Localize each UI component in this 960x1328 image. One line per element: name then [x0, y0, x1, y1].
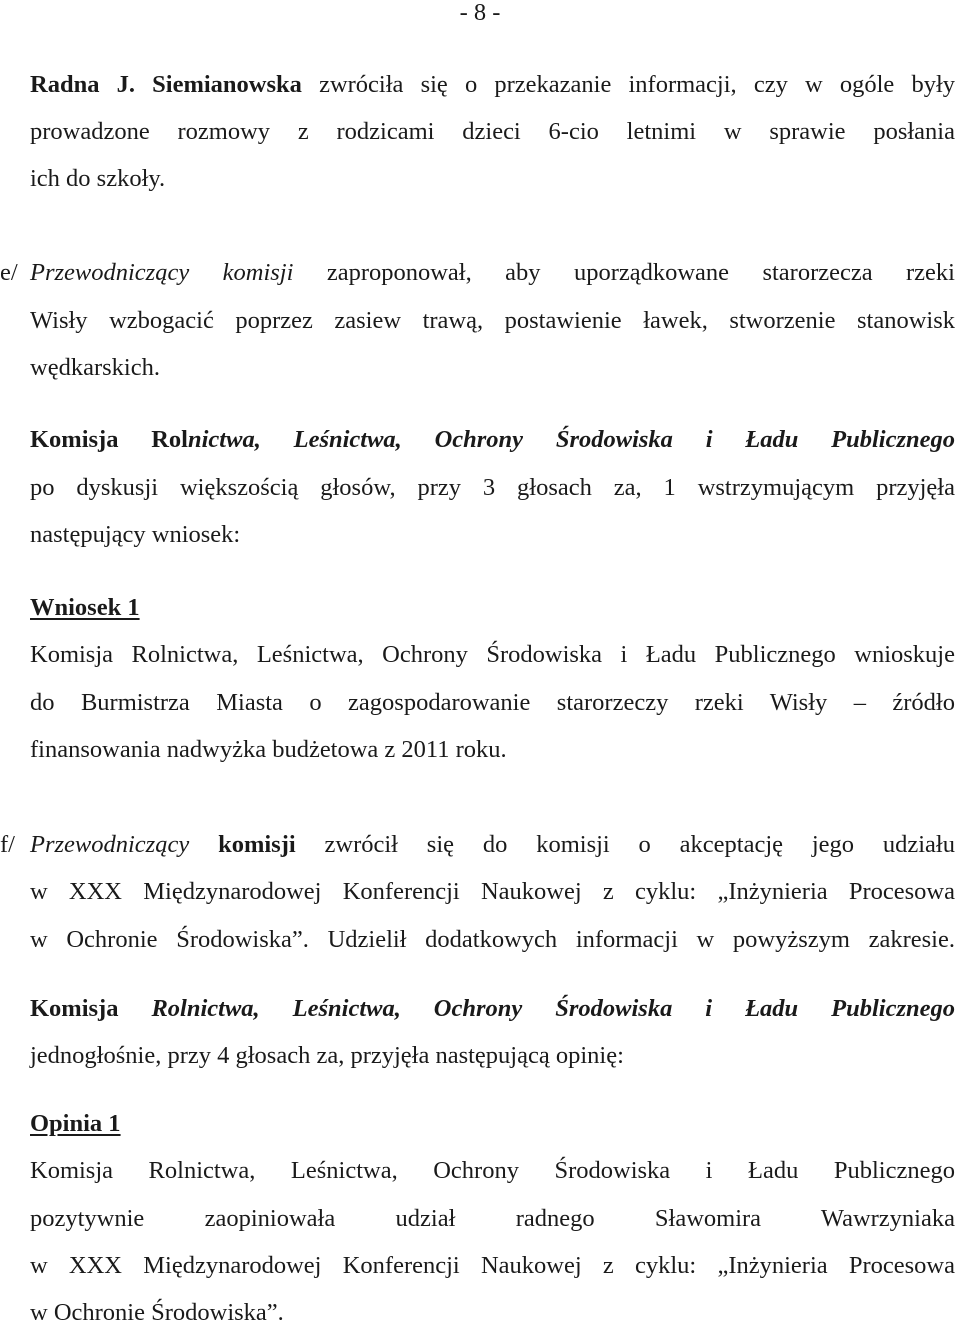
- p2-text: zaproponował, aby uporządkowane starorzecza rzeki: [326, 259, 955, 286]
- p2-prefix: e/: [0, 259, 18, 286]
- p1-line-1: [30, 70, 955, 100]
- p1-line-3: ich do szkoły.: [30, 165, 166, 192]
- opinia-line-3: w XXX Międzynarodowej Konferencji Naukowej z cyklu: „Inżynieria Procesowa: [30, 1252, 955, 1279]
- opinia-line-1: Komisja Rolnictwa, Leśnictwa, Ochrony Środowiska i Ładu Publicznego: [30, 1157, 955, 1184]
- chairman-label: Przewodniczący komisji: [30, 259, 294, 286]
- wniosek-line-3: finansowania nadwyżka budżetowa z 2011 roku.: [30, 736, 507, 763]
- komisji-bold: komisji: [218, 831, 296, 858]
- councillor-name: Radna J. Siemianowska: [30, 71, 302, 98]
- opinia-line-4: w Ochronie Środowiska”.: [30, 1299, 284, 1326]
- commission-italic: nictwa, Leśnictwa, Ochrony Środowiska i Ładu Publicznego: [188, 426, 956, 453]
- wniosek-title: Wniosek 1: [30, 594, 140, 621]
- p2-line-3: wędkarskich.: [30, 354, 160, 381]
- p4-prefix: f/: [0, 831, 15, 858]
- opinia-title: Opinia 1: [30, 1110, 121, 1137]
- p3-line-1: [30, 425, 955, 455]
- p3-line-3: następujący wniosek:: [30, 521, 241, 548]
- page-number: - 8 -: [459, 0, 501, 26]
- wniosek-line-2: do Burmistrza Miasta o zagospodarowanie starorzeczy rzeki Wisły – źródło: [30, 689, 955, 716]
- p2-line-2: Wisły wzbogacić poprzez zasiew trawą, postawienie ławek, stworzenie stanowisk: [30, 307, 955, 334]
- opinia-line-2: pozytywnie zaopiniowała udział radnego Sławomira Wawrzyniaka: [30, 1205, 955, 1232]
- p4-line-3: w Ochronie Środowiska”. Udzielił dodatkowych informacji w powyższym zakresie.: [30, 926, 955, 953]
- p5-line-2: jednogłośnie, przy 4 głosach za, przyjęła następującą opinię:: [30, 1042, 624, 1069]
- p4-line-2: w XXX Międzynarodowej Konferencji Naukowej z cyklu: „Inżynieria Procesowa: [30, 878, 955, 905]
- chairman-label: Przewodniczący: [30, 831, 190, 858]
- p5-line-1: [30, 994, 955, 1024]
- p4-line-1: [30, 830, 955, 860]
- commission-bold: Komisja: [30, 995, 119, 1022]
- p4-text: zwrócił się do komisji o akceptację jego udziału: [324, 831, 955, 858]
- commission-italic: Rolnictwa, Leśnictwa, Ochrony Środowiska i Ładu Publicznego: [151, 995, 956, 1022]
- p1-line-2: prowadzone rozmowy z rodzicami dzieci 6-cio letnimi w sprawie posłania: [30, 118, 955, 145]
- commission-bold: Komisja Rol: [30, 426, 188, 453]
- p1-text: zwróciła się o przekazanie informacji, czy w ogóle były: [319, 71, 955, 98]
- p2-line-1: [30, 258, 955, 288]
- wniosek-line-1: Komisja Rolnictwa, Leśnictwa, Ochrony Środowiska i Ładu Publicznego wnioskuje: [30, 641, 955, 668]
- p3-line-2: po dyskusji większością głosów, przy 3 głosach za, 1 wstrzymującym przyjęła: [30, 474, 955, 501]
